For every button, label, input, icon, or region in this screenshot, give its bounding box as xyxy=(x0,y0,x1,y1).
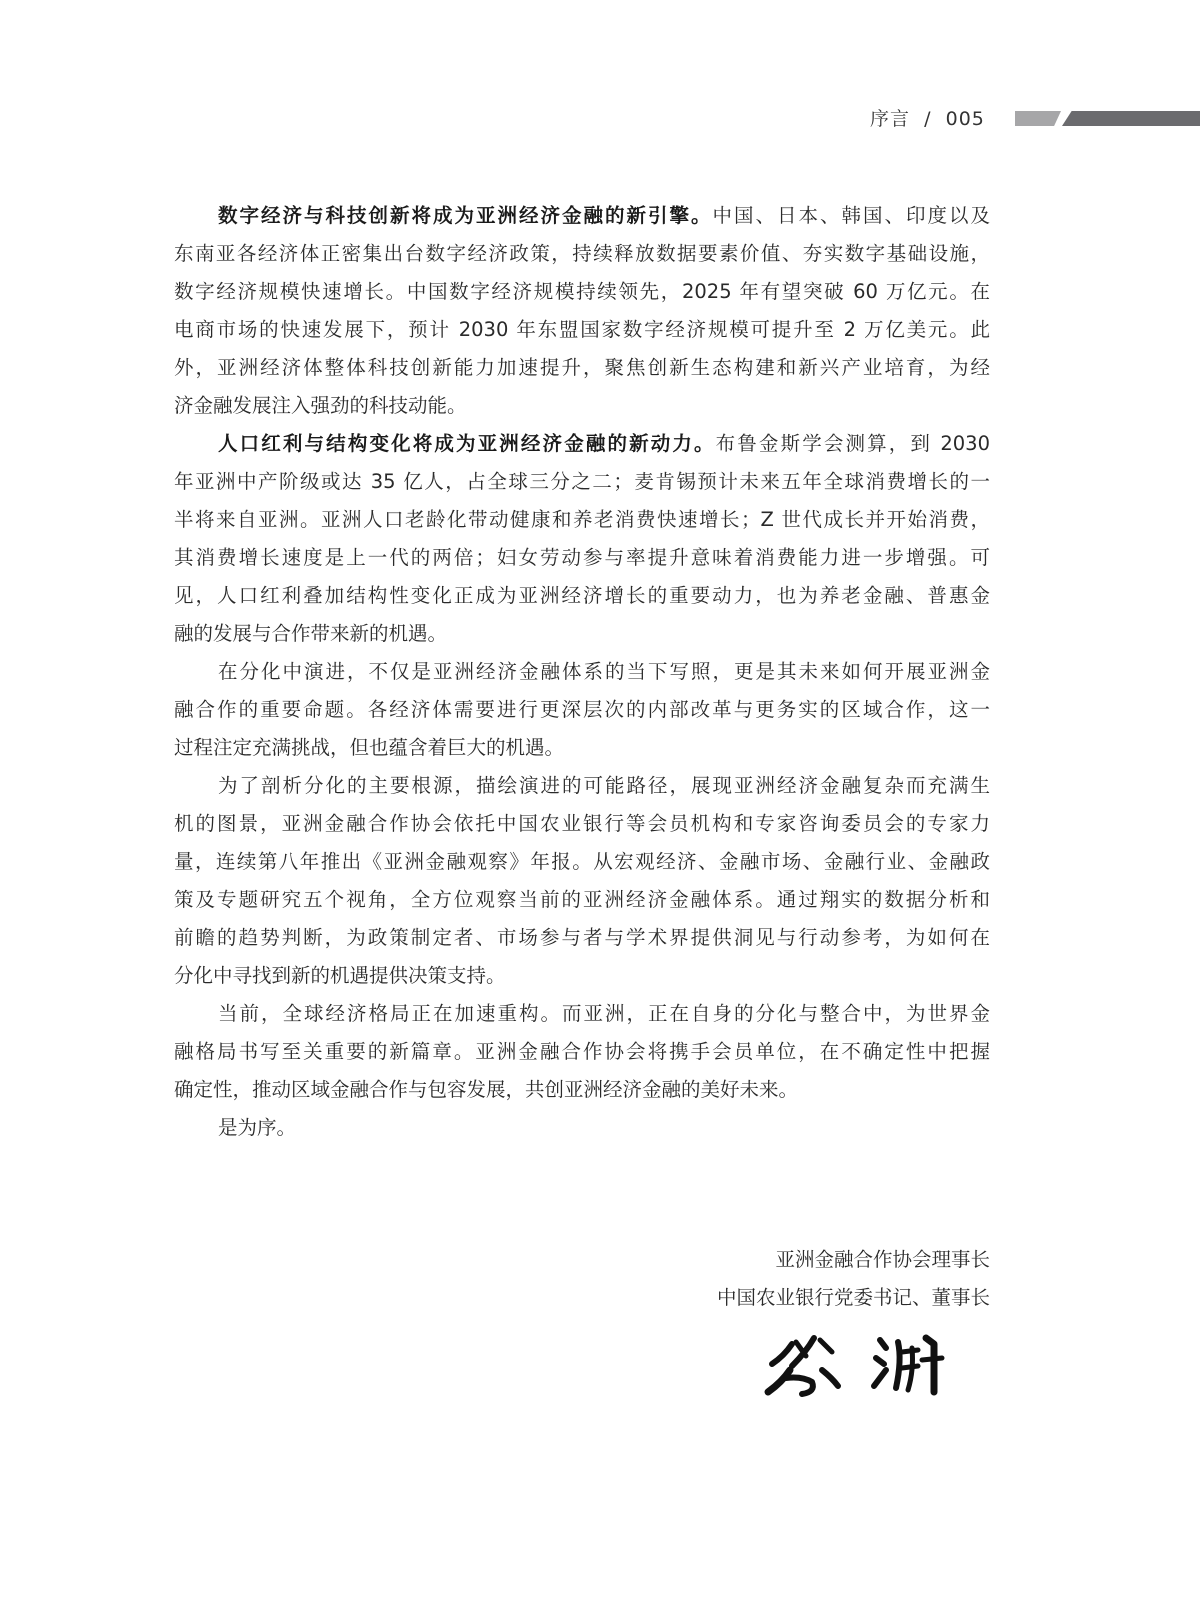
line-text: 半将来自亚洲。亚洲人口老龄化带动健康和养老消费快速增长；Z 世代成长并开始消费， xyxy=(174,508,990,531)
signer-title-2: 中国农业银行党委书记、董事长 xyxy=(716,1286,990,1309)
text-line xyxy=(174,805,990,843)
text-line xyxy=(174,539,990,577)
preface-body xyxy=(174,197,990,1147)
signer-title-1: 亚洲金融合作协会理事长 xyxy=(775,1248,990,1271)
line-text: 为了剖析分化的主要根源，描绘演进的可能路径，展现亚洲经济金融复杂而充满生 xyxy=(218,774,990,797)
text-line xyxy=(174,729,990,767)
paragraph-lead-sentence: 数字经济与科技创新将成为亚洲经济金融的新引擎。 xyxy=(218,204,713,227)
paragraph-lead-sentence: 人口红利与结构变化将成为亚洲经济金融的新动力。 xyxy=(218,432,716,455)
text-line xyxy=(174,311,990,349)
text-line xyxy=(174,387,990,425)
line-text: 在分化中演进，不仅是亚洲经济金融体系的当下写照，更是其未来如何开展亚洲金 xyxy=(218,660,990,683)
paragraph xyxy=(174,995,990,1109)
line-text: 是为序。 xyxy=(218,1116,297,1139)
page-number: 005 xyxy=(945,108,985,130)
text-line xyxy=(174,501,990,539)
text-line xyxy=(174,919,990,957)
text-line xyxy=(174,425,990,463)
text-line xyxy=(174,235,990,273)
line-text: 布鲁金斯学会测算，到 2030 xyxy=(715,432,990,455)
line-text: 年亚洲中产阶级或达 35 亿人，占全球三分之二；麦肯锡预计未来五年全球消费增长的一 xyxy=(174,470,990,493)
text-line xyxy=(174,349,990,387)
line-text: 电商市场的快速发展下，预计 2030 年东盟国家数字经济规模可提升至 2 万亿美元。此 xyxy=(174,318,990,341)
text-line xyxy=(174,1109,990,1147)
line-text: 融合作的重要命题。各经济体需要进行更深层次的内部改革与更务实的区域合作，这一 xyxy=(174,698,990,721)
line-text: 济金融发展注入强劲的科技动能。 xyxy=(174,394,467,417)
section-title: 序言 xyxy=(870,108,911,130)
line-text: 过程注定充满挑战，但也蕴含着巨大的机遇。 xyxy=(174,736,565,759)
handwritten-signature xyxy=(762,1330,952,1400)
paragraph xyxy=(174,653,990,767)
text-line xyxy=(174,273,990,311)
line-text: 其消费增长速度是上一代的两倍；妇女劳动参与率提升意味着消费能力进一步增强。可 xyxy=(174,546,990,569)
text-line xyxy=(174,653,990,691)
paragraph xyxy=(174,197,990,425)
header-decor-bar-dark xyxy=(1062,111,1200,126)
line-text: 前瞻的趋势判断，为政策制定者、市场参与者与学术界提供洞见与行动参考，为如何在 xyxy=(174,926,990,949)
paragraph xyxy=(174,1109,990,1147)
line-text: 当前，全球经济格局正在加速重构。而亚洲，正在自身的分化与整合中，为世界金 xyxy=(218,1002,990,1025)
line-text: 外，亚洲经济体整体科技创新能力加速提升，聚焦创新生态构建和新兴产业培育，为经 xyxy=(174,356,990,379)
line-text: 中国、日本、韩国、印度以及 xyxy=(712,204,990,227)
text-line xyxy=(174,577,990,615)
text-line xyxy=(174,1033,990,1071)
text-line xyxy=(174,957,990,995)
header-label xyxy=(870,104,985,131)
line-text: 确定性，推动区域金融合作与包容发展，共创亚洲经济金融的美好未来。 xyxy=(174,1078,799,1101)
text-line xyxy=(174,767,990,805)
line-text: 策及专题研究五个视角，全方位观察当前的亚洲经济金融体系。通过翔实的数据分析和 xyxy=(174,888,990,911)
paragraph xyxy=(174,767,990,995)
line-text: 见，人口红利叠加结构性变化正成为亚洲经济增长的重要动力，也为养老金融、普惠金 xyxy=(174,584,990,607)
line-text: 融的发展与合作带来新的机遇。 xyxy=(174,622,448,645)
line-text: 机的图景，亚洲金融合作协会依托中国农业银行等会员机构和专家咨询委员会的专家力 xyxy=(174,812,990,835)
text-line xyxy=(174,197,990,235)
header-decor-bar-light xyxy=(1015,111,1061,126)
line-text: 数字经济规模快速增长。中国数字经济规模持续领先，2025 年有望突破 60 万亿元。在 xyxy=(174,280,990,303)
line-text: 东南亚各经济体正密集出台数字经济政策，持续释放数据要素价值、夯实数字基础设施， xyxy=(174,242,990,265)
text-line xyxy=(174,1071,990,1109)
line-text: 分化中寻找到新的机遇提供决策支持。 xyxy=(174,964,506,987)
text-line xyxy=(174,881,990,919)
header-separator: / xyxy=(924,108,932,130)
text-line xyxy=(174,463,990,501)
line-text: 量，连续第八年推出《亚洲金融观察》年报。从宏观经济、金融市场、金融行业、金融政 xyxy=(174,850,990,873)
paragraph xyxy=(174,425,990,653)
text-line xyxy=(174,843,990,881)
line-text: 融格局书写至关重要的新篇章。亚洲金融合作协会将携手会员单位，在不确定性中把握 xyxy=(174,1040,990,1063)
text-line xyxy=(174,995,990,1033)
text-line xyxy=(174,691,990,729)
text-line xyxy=(174,615,990,653)
